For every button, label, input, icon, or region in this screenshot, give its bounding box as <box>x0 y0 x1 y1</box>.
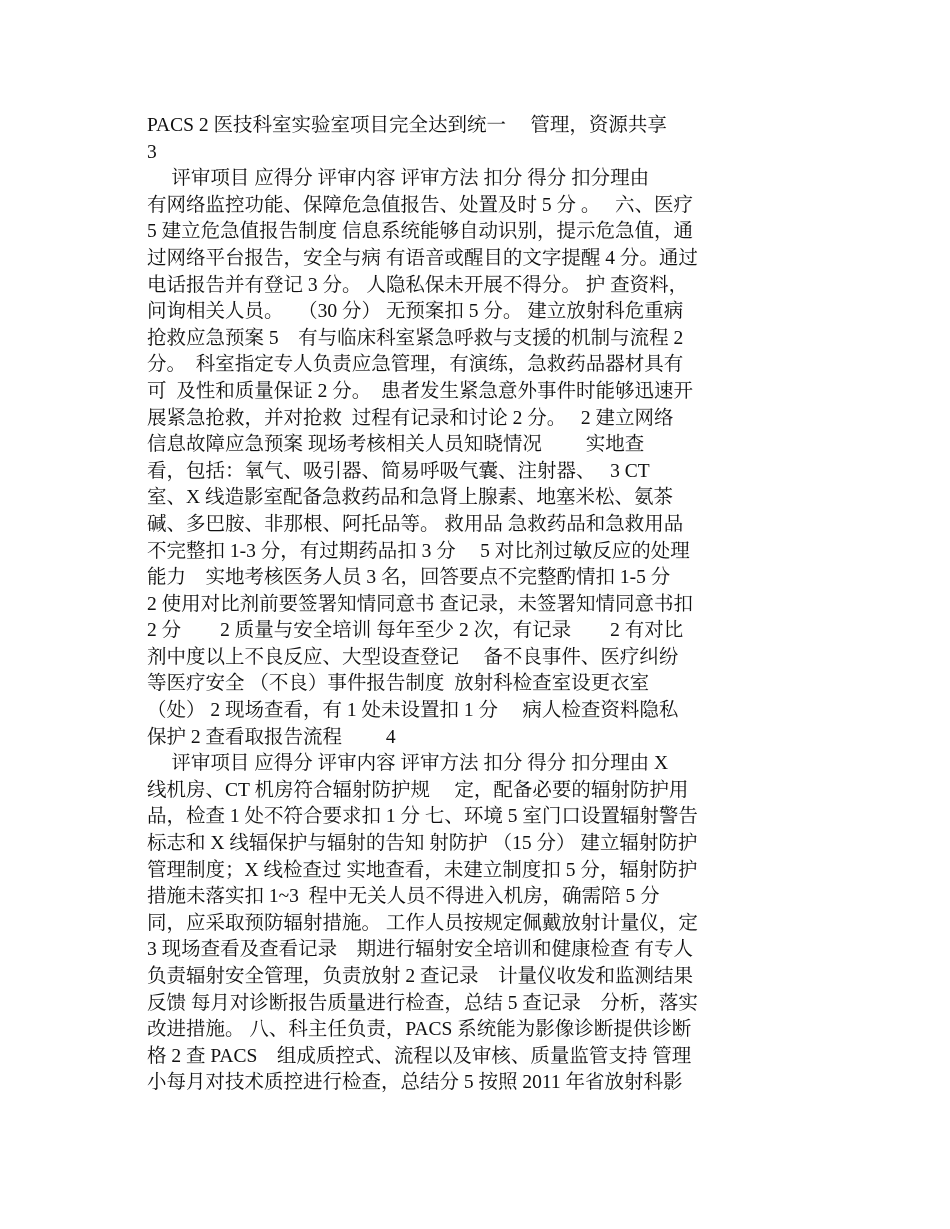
text-line: （处） 2 现场查看，有 1 处未设置扣 1 分 病人检查资料隐私 <box>147 700 679 722</box>
text-line: 格 2 查 PACS 组成质控式、流程以及审核、质量监管支持 管理 <box>147 1045 692 1067</box>
text-line: 保护 2 查看取报告流程 4 <box>147 726 396 748</box>
text-line: 3 <box>147 141 157 163</box>
text-line: PACS 2 医技科室实验室项目完全达到统一 管理，资源共享 <box>147 115 667 136</box>
body-text <box>147 113 807 1097</box>
text-line: 能力 实地考核医务人员 3 名，回答要点不完整酌情扣 1-5 分 <box>147 567 671 589</box>
text-line: 改进措施。 八、科主任负责，PACS 系统能为影像诊断提供诊断 <box>147 1019 692 1041</box>
text-line: 线机房、CT 机房符合辐射防护规 定，配备必要的辐射防护用 <box>147 779 689 801</box>
text-line: 等医疗安全 （不良）事件报告制度 放射科检查室设更衣室 <box>147 673 650 695</box>
text-line: 小每月对技术质控进行检查，总结分 5 按照 2011 年省放射科影 <box>147 1072 683 1094</box>
text-line: 抢救应急预案 5 有与临床科室紧急呼救与支援的机制与流程 2 <box>147 327 684 349</box>
text-line: 同，应采取预防辐射措施。 工作人员按规定佩戴放射计量仪，定 <box>147 912 698 934</box>
text-line: 可 及性和质量保证 2 分。 患者发生紧急意外事件时能够迅速开 <box>147 380 694 402</box>
text-line: 管理制度；X 线检查过 实地查看，未建立制度扣 5 分，辐射防护 <box>147 859 698 881</box>
text-line: 信息故障应急预案 现场考核相关人员知晓情况 实地查 <box>147 434 645 456</box>
text-line: 2 分 2 质量与安全培训 每年至少 2 次，有记录 2 有对比 <box>147 620 684 642</box>
text-line: 评审项目 应得分 评审内容 评审方法 扣分 得分 扣分理由 <box>147 168 650 190</box>
text-line: 评审项目 应得分 评审内容 评审方法 扣分 得分 扣分理由 X <box>147 753 669 775</box>
text-line: 电话报告并有登记 3 分。 人隐私保未开展不得分。 护 查资料， <box>147 274 689 296</box>
text-line: 看，包括：氧气、吸引器、简易呼吸气囊、注射器、 3 CT <box>147 460 650 482</box>
text-line: 展紧急抢救，并对抢救 过程有记录和讨论 2 分。 2 建立网络 <box>147 407 674 429</box>
text-line: 碱、多巴胺、非那根、阿托品等。 救用品 急救药品和急救用品 <box>147 513 684 535</box>
text-line: 负责辐射安全管理，负责放射 2 查记录 计量仪收发和监测结果 <box>147 966 694 987</box>
text-line: 过网络平台报告，安全与病 有语音或醒目的文字提醒 4 分。通过 <box>147 247 698 269</box>
text-line: 问询相关人员。 （30 分） 无预案扣 5 分。 建立放射科危重病 <box>147 301 684 323</box>
text-line: 剂中度以上不良反应、大型设查登记 备不良事件、医疗纠纷 <box>147 646 679 668</box>
text-line: 措施未落实扣 1~3 程中无关人员不得进入机房，确需陪 5 分 <box>147 886 660 908</box>
text-line: 分。 科室指定专人负责应急管理，有演练，急救药品器材具有 <box>147 354 684 376</box>
text-line: 品，检查 1 处不符合要求扣 1 分 七、环境 5 室门口设置辐射警告 <box>147 806 698 828</box>
text-line: 有网络监控功能、保障危急值报告、处置及时 5 分 。 六、医疗 <box>147 194 694 216</box>
text-line: 标志和 X 线辐保护与辐射的告知 射防护 （15 分） 建立辐射防护 <box>147 833 698 855</box>
text-line: 反馈 每月对诊断报告质量进行检查，总结 5 查记录 分析，落实 <box>147 992 698 1014</box>
text-line: 不完整扣 1-3 分，有过期药品扣 3 分 5 对比剂过敏反应的处理 <box>147 540 690 562</box>
text-line: 5 建立危急值报告制度 信息系统能够自动识别，提示危急值，通 <box>147 221 694 243</box>
text-line: 室、X 线造影室配备急救药品和急肾上腺素、地塞米松、氨茶 <box>147 487 673 509</box>
text-line: 2 使用对比剂前要签署知情同意书 查记录，未签署知情同意书扣 <box>147 593 694 615</box>
text-line: 3 现场查看及查看记录 期进行辐射安全培训和健康检查 有专人 <box>147 939 694 961</box>
